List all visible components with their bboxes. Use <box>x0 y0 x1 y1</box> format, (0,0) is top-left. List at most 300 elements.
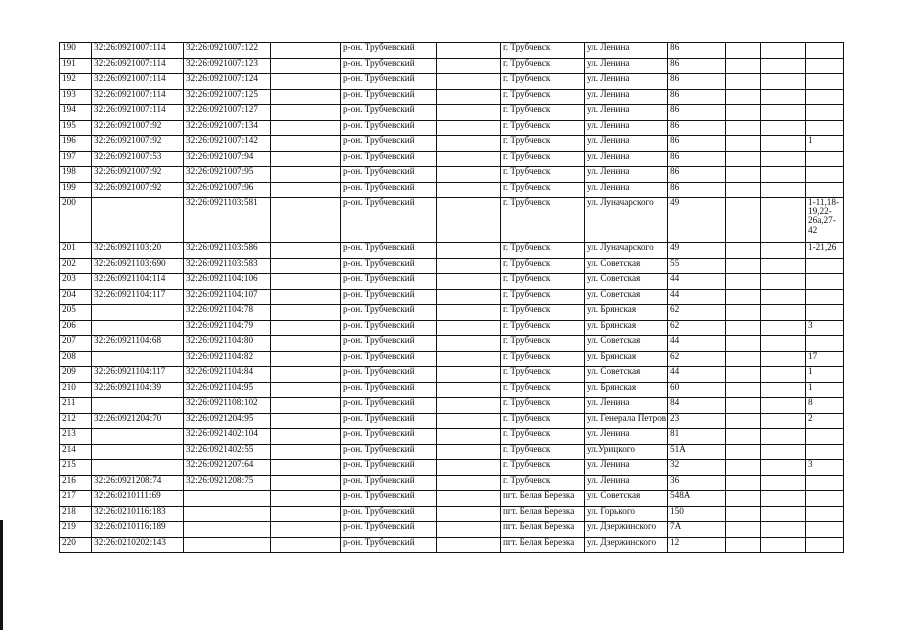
table-row <box>60 351 844 367</box>
district-cell: р-он. Трубчевский <box>341 151 437 167</box>
house-number-cell: 60 <box>668 382 726 398</box>
district-cell: р-он. Трубчевский <box>341 491 437 507</box>
house-number-cell: 86 <box>668 136 726 152</box>
cadastral-number-object-cell: 32:26:0921007:142 <box>184 136 271 152</box>
locality-cell: г. Трубчевск <box>501 274 585 290</box>
col-empty-3-cell <box>726 74 761 90</box>
street-cell: ул. Луначарского <box>585 243 668 259</box>
apartments-cell <box>806 522 844 538</box>
district-cell: р-он. Трубчевский <box>341 43 437 59</box>
table-row <box>60 58 844 74</box>
col-empty-2-cell <box>437 89 501 105</box>
cadastral-number-parcel-cell: 32:26:0921007:114 <box>92 89 184 105</box>
col-empty-2-cell <box>437 274 501 290</box>
col-empty-2-cell <box>437 167 501 183</box>
col-empty-1-cell <box>271 537 341 553</box>
locality-cell: г. Трубчевск <box>501 460 585 476</box>
cadastral-number-object-cell: 32:26:0921007:125 <box>184 89 271 105</box>
col-empty-4-cell <box>761 305 806 321</box>
street-cell: ул. Луначарского <box>585 198 668 243</box>
col-empty-1-cell <box>271 382 341 398</box>
table-row <box>60 429 844 445</box>
apartments-cell: 3 <box>806 320 844 336</box>
table-row <box>60 398 844 414</box>
table-row <box>60 182 844 198</box>
col-empty-2-cell <box>437 336 501 352</box>
col-empty-4-cell <box>761 429 806 445</box>
cadastral-number-object-cell: 32:26:0921007:94 <box>184 151 271 167</box>
col-empty-1-cell <box>271 429 341 445</box>
cadastral-number-object-cell: 32:26:0921208:75 <box>184 475 271 491</box>
street-cell: ул. Советская <box>585 491 668 507</box>
col-empty-4-cell <box>761 289 806 305</box>
row-number-cell: 209 <box>60 367 92 383</box>
street-cell: ул.Урицкого <box>585 444 668 460</box>
house-number-cell: 62 <box>668 320 726 336</box>
cadastral-number-parcel-cell <box>92 429 184 445</box>
row-number-cell: 218 <box>60 506 92 522</box>
table-row <box>60 320 844 336</box>
col-empty-2-cell <box>437 351 501 367</box>
row-number-cell: 219 <box>60 522 92 538</box>
cadastral-number-parcel-cell: 32:26:0921204:70 <box>92 413 184 429</box>
street-cell: ул. Ленина <box>585 398 668 414</box>
table-row <box>60 89 844 105</box>
district-cell: р-он. Трубчевский <box>341 413 437 429</box>
row-number-cell: 210 <box>60 382 92 398</box>
row-number-cell: 206 <box>60 320 92 336</box>
row-number-cell: 201 <box>60 243 92 259</box>
street-cell: ул. Дзержинского <box>585 537 668 553</box>
district-cell: р-он. Трубчевский <box>341 367 437 383</box>
house-number-cell: 86 <box>668 89 726 105</box>
house-number-cell: 86 <box>668 43 726 59</box>
house-number-cell: 86 <box>668 105 726 121</box>
street-cell: ул. Генерала Петров <box>585 413 668 429</box>
table-row <box>60 413 844 429</box>
district-cell: р-он. Трубчевский <box>341 89 437 105</box>
row-number-cell: 196 <box>60 136 92 152</box>
district-cell: р-он. Трубчевский <box>341 522 437 538</box>
col-empty-2-cell <box>437 43 501 59</box>
col-empty-3-cell <box>726 258 761 274</box>
cadastral-number-parcel-cell <box>92 351 184 367</box>
cadastral-number-parcel-cell: 32:26:0921007:92 <box>92 167 184 183</box>
street-cell: ул. Брянская <box>585 382 668 398</box>
table-row <box>60 43 844 59</box>
house-number-cell: 36 <box>668 475 726 491</box>
table-row <box>60 491 844 507</box>
col-empty-2-cell <box>437 506 501 522</box>
col-empty-4-cell <box>761 522 806 538</box>
cadastral-number-object-cell: 32:26:0921104:107 <box>184 289 271 305</box>
district-cell: р-он. Трубчевский <box>341 182 437 198</box>
col-empty-3-cell <box>726 198 761 243</box>
table-row <box>60 243 844 259</box>
locality-cell: г. Трубчевск <box>501 413 585 429</box>
col-empty-4-cell <box>761 74 806 90</box>
district-cell: р-он. Трубчевский <box>341 351 437 367</box>
table-row <box>60 522 844 538</box>
house-number-cell: 150 <box>668 506 726 522</box>
apartments-cell <box>806 537 844 553</box>
col-empty-1-cell <box>271 58 341 74</box>
cadastral-number-parcel-cell: 32:26:0921103:20 <box>92 243 184 259</box>
apartments-cell <box>806 105 844 121</box>
district-cell: р-он. Трубчевский <box>341 105 437 121</box>
locality-cell: г. Трубчевск <box>501 351 585 367</box>
row-number-cell: 211 <box>60 398 92 414</box>
col-empty-1-cell <box>271 413 341 429</box>
col-empty-2-cell <box>437 522 501 538</box>
house-number-cell: 7А <box>668 522 726 538</box>
locality-cell: г. Трубчевск <box>501 429 585 445</box>
cadastral-number-parcel-cell: 32:26:0921208:74 <box>92 475 184 491</box>
apartments-cell: 1 <box>806 367 844 383</box>
street-cell: ул. Ленина <box>585 120 668 136</box>
street-cell: ул. Ленина <box>585 182 668 198</box>
house-number-cell: 12 <box>668 537 726 553</box>
locality-cell: г. Трубчевск <box>501 182 585 198</box>
col-empty-4-cell <box>761 167 806 183</box>
col-empty-2-cell <box>437 491 501 507</box>
house-number-cell: 44 <box>668 336 726 352</box>
col-empty-3-cell <box>726 429 761 445</box>
col-empty-3-cell <box>726 460 761 476</box>
col-empty-3-cell <box>726 305 761 321</box>
cadastral-number-parcel-cell: 32:26:0921103:690 <box>92 258 184 274</box>
table-row <box>60 537 844 553</box>
cadastral-number-parcel-cell: 32:26:0921104:68 <box>92 336 184 352</box>
apartments-cell <box>806 475 844 491</box>
table-row <box>60 305 844 321</box>
col-empty-4-cell <box>761 89 806 105</box>
col-empty-2-cell <box>437 74 501 90</box>
col-empty-1-cell <box>271 182 341 198</box>
house-number-cell: 84 <box>668 398 726 414</box>
row-number-cell: 220 <box>60 537 92 553</box>
apartments-cell <box>806 120 844 136</box>
house-number-cell: 86 <box>668 74 726 90</box>
cadastral-number-parcel-cell <box>92 305 184 321</box>
district-cell: р-он. Трубчевский <box>341 398 437 414</box>
locality-cell: пгт. Белая Березка <box>501 491 585 507</box>
cadastral-number-object-cell: 32:26:0921007:96 <box>184 182 271 198</box>
apartments-cell <box>806 305 844 321</box>
locality-cell: г. Трубчевск <box>501 305 585 321</box>
cadastral-number-object-cell: 32:26:0921104:84 <box>184 367 271 383</box>
col-empty-1-cell <box>271 444 341 460</box>
cadastral-number-object-cell: 32:26:0921007:124 <box>184 74 271 90</box>
house-number-cell: 44 <box>668 289 726 305</box>
cadastral-number-object-cell <box>184 522 271 538</box>
table-row <box>60 167 844 183</box>
cadastral-number-object-cell: 32:26:0921104:82 <box>184 351 271 367</box>
col-empty-3-cell <box>726 475 761 491</box>
house-number-cell: 32 <box>668 460 726 476</box>
cadastral-number-parcel-cell: 32:26:0921104:39 <box>92 382 184 398</box>
col-empty-3-cell <box>726 243 761 259</box>
apartments-cell <box>806 182 844 198</box>
col-empty-3-cell <box>726 413 761 429</box>
col-empty-4-cell <box>761 43 806 59</box>
col-empty-2-cell <box>437 382 501 398</box>
col-empty-1-cell <box>271 258 341 274</box>
cadastral-number-parcel-cell: 32:26:0921007:114 <box>92 58 184 74</box>
locality-cell: г. Трубчевск <box>501 136 585 152</box>
row-number-cell: 192 <box>60 74 92 90</box>
cadastral-number-parcel-cell: 32:26:0921007:92 <box>92 136 184 152</box>
house-number-cell: 49 <box>668 243 726 259</box>
table-row <box>60 460 844 476</box>
col-empty-4-cell <box>761 382 806 398</box>
col-empty-4-cell <box>761 182 806 198</box>
row-number-cell: 217 <box>60 491 92 507</box>
col-empty-4-cell <box>761 537 806 553</box>
locality-cell: г. Трубчевск <box>501 167 585 183</box>
cadastral-number-object-cell <box>184 537 271 553</box>
cadastral-number-parcel-cell: 32:26:0921007:92 <box>92 182 184 198</box>
street-cell: ул. Советская <box>585 367 668 383</box>
col-empty-3-cell <box>726 167 761 183</box>
cadastral-number-object-cell: 32:26:0921108:102 <box>184 398 271 414</box>
apartments-cell: 8 <box>806 398 844 414</box>
district-cell: р-он. Трубчевский <box>341 167 437 183</box>
col-empty-1-cell <box>271 151 341 167</box>
row-number-cell: 194 <box>60 105 92 121</box>
apartments-cell: 2 <box>806 413 844 429</box>
street-cell: ул. Брянская <box>585 320 668 336</box>
cadastral-number-object-cell: 32:26:0921402:104 <box>184 429 271 445</box>
cadastral-number-object-cell <box>184 506 271 522</box>
col-empty-2-cell <box>437 320 501 336</box>
apartments-cell <box>806 258 844 274</box>
col-empty-2-cell <box>437 151 501 167</box>
col-empty-1-cell <box>271 320 341 336</box>
apartments-cell: 1-21,26 <box>806 243 844 259</box>
cadastral-number-object-cell: 32:26:0921007:123 <box>184 58 271 74</box>
col-empty-1-cell <box>271 120 341 136</box>
col-empty-4-cell <box>761 336 806 352</box>
cadastral-number-object-cell: 32:26:0921104:95 <box>184 382 271 398</box>
apartments-cell: 1 <box>806 136 844 152</box>
col-empty-4-cell <box>761 151 806 167</box>
street-cell: ул. Ленина <box>585 167 668 183</box>
row-number-cell: 212 <box>60 413 92 429</box>
apartments-cell <box>806 74 844 90</box>
apartments-cell: 3 <box>806 460 844 476</box>
street-cell: ул. Советская <box>585 336 668 352</box>
col-empty-4-cell <box>761 475 806 491</box>
street-cell: ул. Ленина <box>585 58 668 74</box>
col-empty-3-cell <box>726 351 761 367</box>
district-cell: р-он. Трубчевский <box>341 537 437 553</box>
cadastral-number-object-cell: 32:26:0921007:122 <box>184 43 271 59</box>
street-cell: ул. Ленина <box>585 475 668 491</box>
cadastral-number-object-cell: 32:26:0921103:586 <box>184 243 271 259</box>
apartments-cell <box>806 274 844 290</box>
cadastral-number-parcel-cell <box>92 460 184 476</box>
row-number-cell: 191 <box>60 58 92 74</box>
row-number-cell: 200 <box>60 198 92 243</box>
street-cell: ул. Советская <box>585 258 668 274</box>
locality-cell: г. Трубчевск <box>501 120 585 136</box>
house-number-cell: 55 <box>668 258 726 274</box>
col-empty-2-cell <box>437 289 501 305</box>
district-cell: р-он. Трубчевский <box>341 136 437 152</box>
col-empty-1-cell <box>271 522 341 538</box>
row-number-cell: 198 <box>60 167 92 183</box>
col-empty-2-cell <box>437 537 501 553</box>
col-empty-3-cell <box>726 336 761 352</box>
street-cell: ул. Ленина <box>585 429 668 445</box>
district-cell: р-он. Трубчевский <box>341 305 437 321</box>
col-empty-4-cell <box>761 58 806 74</box>
col-empty-3-cell <box>726 398 761 414</box>
row-number-cell: 190 <box>60 43 92 59</box>
table-row <box>60 506 844 522</box>
col-empty-1-cell <box>271 351 341 367</box>
cadastral-number-parcel-cell <box>92 398 184 414</box>
locality-cell: г. Трубчевск <box>501 258 585 274</box>
district-cell: р-он. Трубчевский <box>341 58 437 74</box>
col-empty-1-cell <box>271 43 341 59</box>
locality-cell: г. Трубчевск <box>501 475 585 491</box>
house-number-cell: 62 <box>668 305 726 321</box>
locality-cell: г. Трубчевск <box>501 198 585 243</box>
row-number-cell: 205 <box>60 305 92 321</box>
col-empty-1-cell <box>271 367 341 383</box>
col-empty-3-cell <box>726 320 761 336</box>
street-cell: ул. Ленина <box>585 151 668 167</box>
district-cell: р-он. Трубчевский <box>341 274 437 290</box>
street-cell: ул. Брянская <box>585 351 668 367</box>
cadastral-number-parcel-cell: 32:26:0921007:92 <box>92 120 184 136</box>
col-empty-2-cell <box>437 105 501 121</box>
col-empty-4-cell <box>761 136 806 152</box>
street-cell: ул. Брянская <box>585 305 668 321</box>
col-empty-1-cell <box>271 289 341 305</box>
table-row <box>60 444 844 460</box>
locality-cell: г. Трубчевск <box>501 367 585 383</box>
col-empty-1-cell <box>271 491 341 507</box>
street-cell: ул. Ленина <box>585 43 668 59</box>
col-empty-3-cell <box>726 105 761 121</box>
district-cell: р-он. Трубчевский <box>341 243 437 259</box>
row-number-cell: 193 <box>60 89 92 105</box>
col-empty-2-cell <box>437 460 501 476</box>
col-empty-4-cell <box>761 320 806 336</box>
locality-cell: г. Трубчевск <box>501 243 585 259</box>
house-number-cell: 62 <box>668 351 726 367</box>
cadastral-number-parcel-cell: 32:26:0921104:117 <box>92 367 184 383</box>
apartments-cell <box>806 43 844 59</box>
cadastral-number-object-cell: 32:26:0921007:134 <box>184 120 271 136</box>
cadastral-number-object-cell: 32:26:0921402:55 <box>184 444 271 460</box>
locality-cell: г. Трубчевск <box>501 382 585 398</box>
table-row <box>60 105 844 121</box>
house-number-cell: 86 <box>668 58 726 74</box>
district-cell: р-он. Трубчевский <box>341 506 437 522</box>
col-empty-1-cell <box>271 475 341 491</box>
district-cell: р-он. Трубчевский <box>341 289 437 305</box>
apartments-cell <box>806 336 844 352</box>
locality-cell: г. Трубчевск <box>501 43 585 59</box>
locality-cell: г. Трубчевск <box>501 74 585 90</box>
row-number-cell: 213 <box>60 429 92 445</box>
table-row <box>60 382 844 398</box>
house-number-cell: 44 <box>668 274 726 290</box>
locality-cell: г. Трубчевск <box>501 444 585 460</box>
district-cell: р-он. Трубчевский <box>341 120 437 136</box>
row-number-cell: 207 <box>60 336 92 352</box>
col-empty-3-cell <box>726 537 761 553</box>
cadastral-number-object-cell <box>184 491 271 507</box>
apartments-cell <box>806 167 844 183</box>
table-body <box>60 43 844 553</box>
cadastral-number-object-cell: 32:26:0921103:581 <box>184 198 271 243</box>
locality-cell: пгт. Белая Березка <box>501 537 585 553</box>
row-number-cell: 204 <box>60 289 92 305</box>
apartments-cell <box>806 289 844 305</box>
cadastral-number-object-cell: 32:26:0921007:95 <box>184 167 271 183</box>
col-empty-2-cell <box>437 413 501 429</box>
col-empty-1-cell <box>271 136 341 152</box>
cadastral-number-parcel-cell <box>92 198 184 243</box>
locality-cell: пгт. Белая Березка <box>501 506 585 522</box>
col-empty-4-cell <box>761 506 806 522</box>
col-empty-4-cell <box>761 413 806 429</box>
col-empty-4-cell <box>761 444 806 460</box>
apartments-cell <box>806 429 844 445</box>
row-number-cell: 203 <box>60 274 92 290</box>
locality-cell: г. Трубчевск <box>501 89 585 105</box>
cadastral-number-parcel-cell: 32:26:0210202:143 <box>92 537 184 553</box>
col-empty-3-cell <box>726 491 761 507</box>
cadastral-number-parcel-cell: 32:26:0921104:117 <box>92 289 184 305</box>
col-empty-4-cell <box>761 351 806 367</box>
col-empty-1-cell <box>271 89 341 105</box>
col-empty-3-cell <box>726 151 761 167</box>
table-row <box>60 136 844 152</box>
house-number-cell: 86 <box>668 167 726 183</box>
table-row <box>60 336 844 352</box>
house-number-cell: 81 <box>668 429 726 445</box>
house-number-cell: 86 <box>668 182 726 198</box>
col-empty-4-cell <box>761 398 806 414</box>
street-cell: ул. Ленина <box>585 89 668 105</box>
col-empty-3-cell <box>726 444 761 460</box>
district-cell: р-он. Трубчевский <box>341 475 437 491</box>
district-cell: р-он. Трубчевский <box>341 460 437 476</box>
district-cell: р-он. Трубчевский <box>341 444 437 460</box>
house-number-cell: 51А <box>668 444 726 460</box>
table-row <box>60 289 844 305</box>
cadastral-number-object-cell: 32:26:0921007:127 <box>184 105 271 121</box>
locality-cell: пгт. Белая Березка <box>501 522 585 538</box>
district-cell: р-он. Трубчевский <box>341 336 437 352</box>
col-empty-2-cell <box>437 367 501 383</box>
apartments-cell <box>806 444 844 460</box>
locality-cell: г. Трубчевск <box>501 58 585 74</box>
col-empty-1-cell <box>271 167 341 183</box>
house-number-cell: 86 <box>668 151 726 167</box>
col-empty-1-cell <box>271 336 341 352</box>
cadastral-number-parcel-cell: 32:26:0921104:114 <box>92 274 184 290</box>
cadastral-number-parcel-cell: 32:26:0921007:114 <box>92 74 184 90</box>
cadastral-number-parcel-cell: 32:26:0210111:69 <box>92 491 184 507</box>
col-empty-4-cell <box>761 491 806 507</box>
